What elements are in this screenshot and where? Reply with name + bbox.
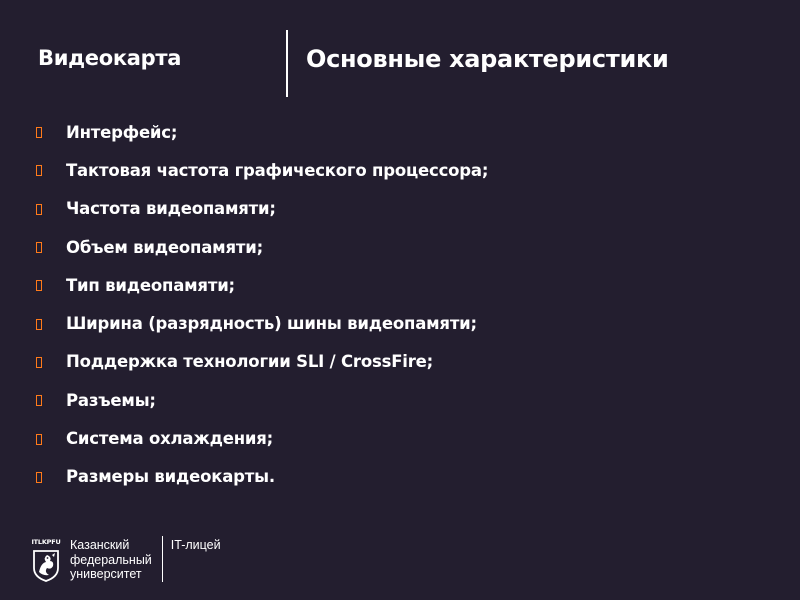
list-item: [36, 343, 488, 381]
list-item: [36, 304, 488, 342]
list-item: [36, 419, 488, 457]
university-name: [70, 538, 152, 582]
list-item-text: Ширина (разрядность) шины видеопамяти;: [66, 314, 477, 334]
bullet-icon: [36, 242, 42, 253]
list-item-text: Поддержка технологии SLI / CrossFire;: [66, 352, 434, 372]
list-item: [36, 228, 488, 266]
slide-title: Основные характеристики: [306, 45, 669, 73]
list-item-text: Частота видеопамяти;: [66, 199, 276, 219]
kfu-emblem-icon: [31, 548, 61, 582]
list-item-text: Система охлаждения;: [66, 429, 274, 449]
bullet-icon: [36, 127, 42, 138]
section-title: Видеокарта: [38, 46, 182, 70]
footer-divider: [162, 536, 163, 582]
bullet-icon: [36, 434, 42, 445]
bullet-icon: [36, 472, 42, 483]
bullet-icon: [36, 395, 42, 406]
characteristics-list: [36, 113, 488, 496]
list-item: [36, 113, 488, 151]
university-name-line: университет: [70, 567, 142, 581]
list-item: [36, 190, 488, 228]
list-item-text: Тип видеопамяти;: [66, 275, 235, 295]
bullet-icon: [36, 165, 42, 176]
footer: [28, 538, 221, 584]
list-item-text: Интерфейс;: [66, 122, 178, 142]
list-item: [36, 381, 488, 419]
list-item: [36, 266, 488, 304]
university-name-line: федеральный: [70, 552, 152, 567]
kfu-logo: [28, 538, 64, 582]
list-item-text: Объем видеопамяти;: [66, 237, 263, 257]
lyceum-name: IT-лицей: [170, 538, 221, 552]
bullet-icon: [36, 319, 42, 330]
logo-caption: ITLKPFU: [31, 538, 61, 546]
list-item-text: Тактовая частота графического процессора;: [66, 160, 489, 180]
list-item-text: Размеры видеокарты.: [66, 467, 275, 487]
bullet-icon: [36, 357, 42, 368]
bullet-icon: [36, 204, 42, 215]
university-name-line: Казанский: [70, 538, 130, 552]
list-item: [36, 458, 488, 496]
list-item-text: Разъемы;: [66, 390, 156, 410]
bullet-icon: [36, 280, 42, 291]
header-divider: [286, 30, 288, 97]
list-item: [36, 151, 488, 189]
